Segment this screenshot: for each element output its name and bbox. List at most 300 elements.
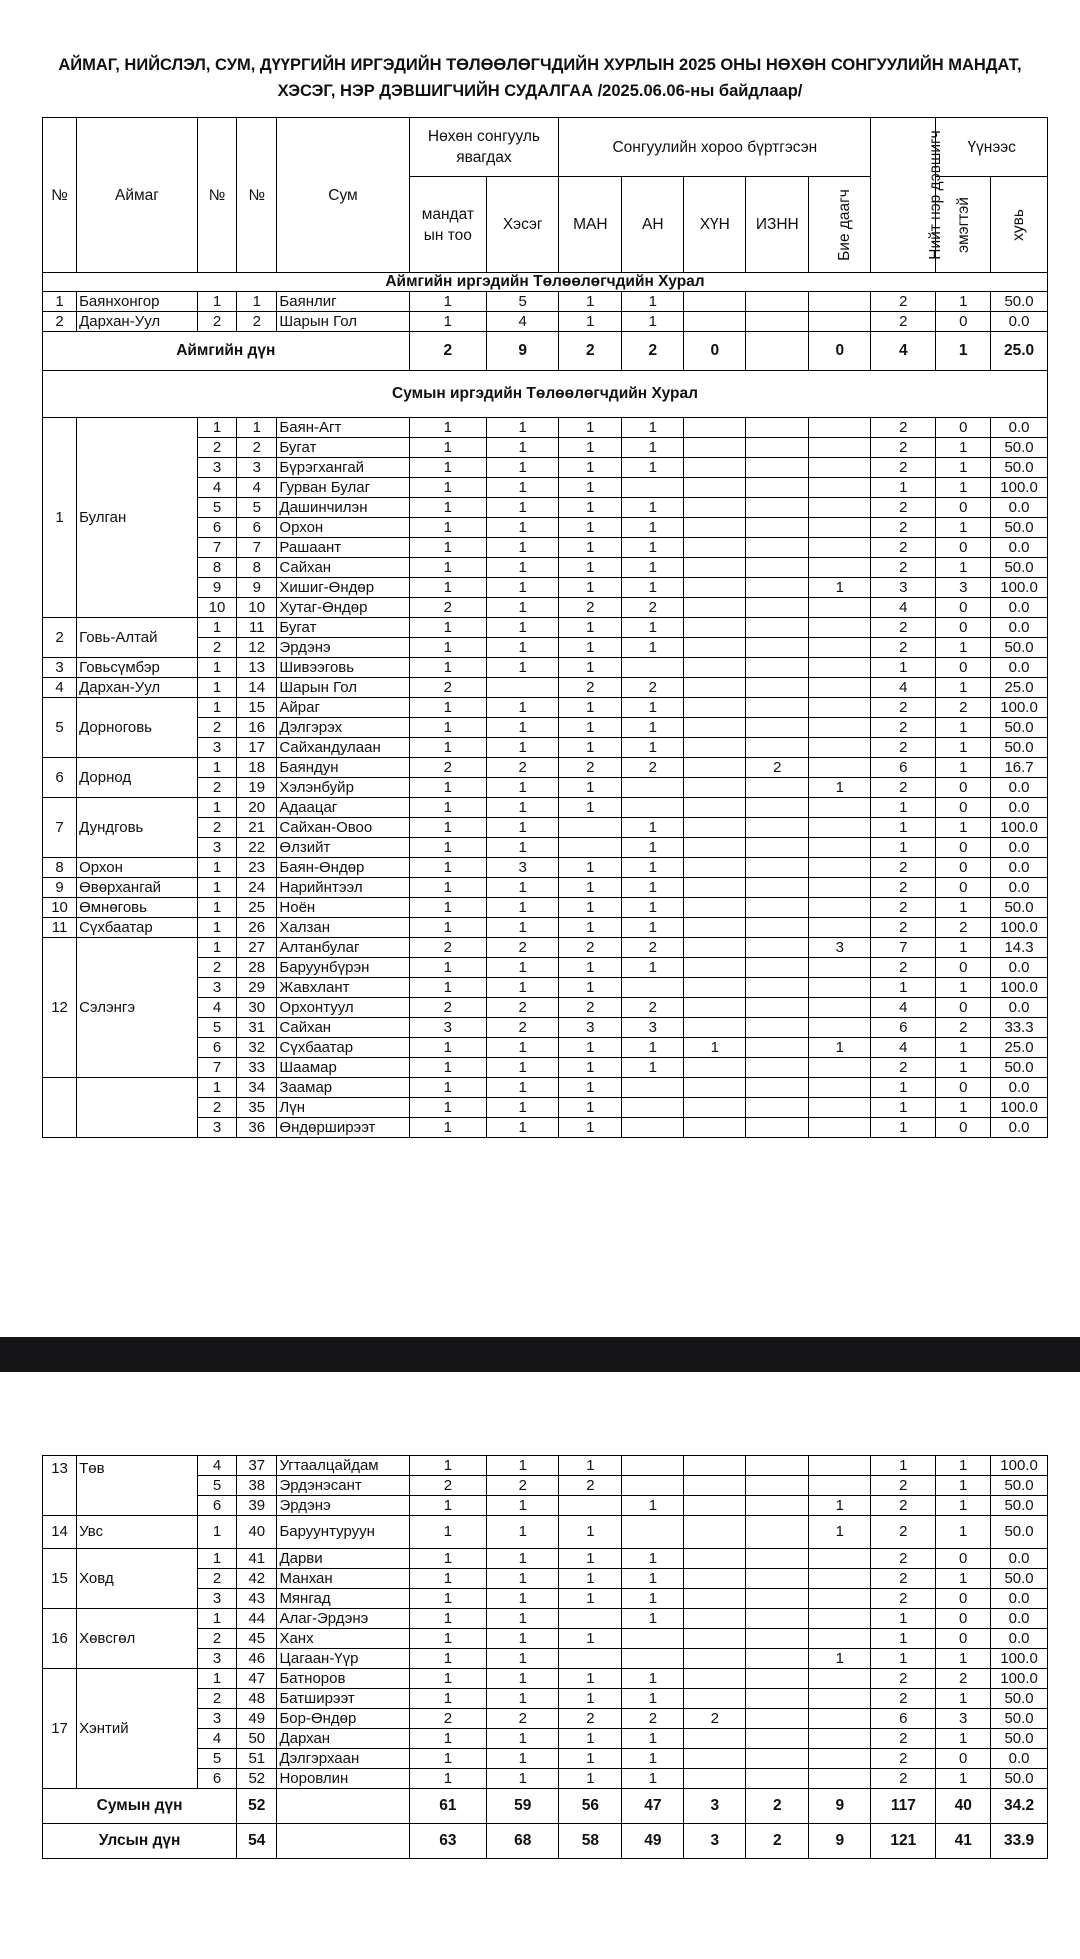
emegtei-cell: 0: [936, 958, 991, 978]
aimag-name-cell: Дундговь: [77, 798, 198, 858]
hun-cell: [684, 1749, 746, 1769]
iznn-cell: [746, 458, 809, 478]
biedaagch-cell: [809, 1118, 871, 1138]
huvi-cell: 0.0: [991, 798, 1048, 818]
man-cell: 1: [559, 438, 622, 458]
sub-number-cell: 3: [197, 1589, 236, 1609]
niit-cell: 1: [871, 478, 936, 498]
header-hun: ХҮН: [684, 177, 746, 273]
emegtei-cell: 1: [936, 938, 991, 958]
heseg-cell: 1: [487, 1609, 559, 1629]
an-cell: 1: [622, 1749, 684, 1769]
heseg-cell: 4: [487, 312, 559, 332]
heseg-cell: 3: [487, 858, 559, 878]
sub-number-cell: 3: [197, 978, 236, 998]
biedaagch-cell: [809, 658, 871, 678]
mandat-cell: 1: [409, 718, 486, 738]
niit-cell: 2: [871, 1729, 936, 1749]
huvi-cell: 50.0: [991, 1058, 1048, 1078]
emegtei-cell: 40: [936, 1789, 991, 1824]
huvi-cell: 50.0: [991, 1496, 1048, 1516]
sum-number-cell: 8: [237, 558, 277, 578]
header-aimag: Аймаг: [77, 118, 198, 273]
an-cell: 1: [622, 958, 684, 978]
huvi-cell: 100.0: [991, 978, 1048, 998]
aimag-name-cell: Баянхонгор: [77, 292, 198, 312]
huvi-cell: 100.0: [991, 478, 1048, 498]
hun-cell: [684, 878, 746, 898]
heseg-cell: 59: [487, 1789, 559, 1824]
hun-cell: [684, 1078, 746, 1098]
sum-name-cell: Өндөрширээт: [277, 1118, 409, 1138]
mandat-cell: 1: [409, 1689, 486, 1709]
niit-cell: 2: [871, 638, 936, 658]
man-cell: 2: [559, 998, 622, 1018]
man-cell: 1: [559, 618, 622, 638]
man-cell: 1: [559, 418, 622, 438]
an-cell: 1: [622, 878, 684, 898]
biedaagch-cell: [809, 1689, 871, 1709]
man-cell: 1: [559, 1749, 622, 1769]
aimag-number-cell: 2: [43, 618, 77, 658]
sum-number-cell: 29: [237, 978, 277, 998]
mandat-cell: 2: [409, 1709, 486, 1729]
man-cell: 58: [559, 1824, 622, 1859]
emegtei-cell: 1: [936, 898, 991, 918]
huvi-cell: 50.0: [991, 738, 1048, 758]
emegtei-cell: 1: [936, 292, 991, 312]
hun-cell: [684, 998, 746, 1018]
mandat-cell: 1: [409, 292, 486, 312]
an-cell: 1: [622, 312, 684, 332]
aimag-name-cell: Төв: [77, 1456, 198, 1516]
huvi-cell: 0.0: [991, 658, 1048, 678]
biedaagch-cell: [809, 1729, 871, 1749]
hun-cell: [684, 292, 746, 312]
sum-name-cell: Орхон: [277, 518, 409, 538]
hun-cell: [684, 918, 746, 938]
emegtei-cell: 1: [936, 1098, 991, 1118]
biedaagch-cell: 1: [809, 1496, 871, 1516]
mandat-cell: 1: [409, 1629, 486, 1649]
emegtei-cell: 2: [936, 1018, 991, 1038]
sum-number-cell: 19: [237, 778, 277, 798]
an-cell: 1: [622, 418, 684, 438]
man-cell: 1: [559, 1689, 622, 1709]
emegtei-cell: 1: [936, 1496, 991, 1516]
huvi-cell: 50.0: [991, 558, 1048, 578]
an-cell: [622, 1649, 684, 1669]
hun-cell: [684, 1018, 746, 1038]
sum-number-cell: 48: [237, 1689, 277, 1709]
sub-number-cell: 1: [197, 1549, 236, 1569]
an-cell: 1: [622, 438, 684, 458]
biedaagch-cell: [809, 1769, 871, 1789]
man-cell: 1: [559, 1549, 622, 1569]
page-divider-bar: [0, 1337, 1080, 1372]
an-cell: 1: [622, 1038, 684, 1058]
aimag-name-cell: Хэнтий: [77, 1669, 198, 1789]
huvi-cell: 0.0: [991, 838, 1048, 858]
an-cell: 1: [622, 858, 684, 878]
an-cell: 1: [622, 558, 684, 578]
an-cell: 2: [622, 1709, 684, 1729]
aimag-number-cell: 1: [43, 418, 77, 618]
niit-cell: 121: [871, 1824, 936, 1859]
man-cell: 1: [559, 312, 622, 332]
sub-number-cell: 7: [197, 538, 236, 558]
mandat-cell: 3: [409, 1018, 486, 1038]
table-row: [43, 698, 1048, 718]
sum-number-cell: 5: [237, 498, 277, 518]
sum-number-cell: 15: [237, 698, 277, 718]
hun-cell: [684, 498, 746, 518]
heseg-cell: 1: [487, 538, 559, 558]
sum-number-cell: 22: [237, 838, 277, 858]
huvi-cell: 50.0: [991, 1476, 1048, 1496]
emegtei-cell: 0: [936, 418, 991, 438]
sub-number-cell: 1: [197, 658, 236, 678]
aimag-name-cell: Говь-Алтай: [77, 618, 198, 658]
iznn-cell: [746, 1649, 809, 1669]
niit-cell: 1: [871, 1098, 936, 1118]
niit-cell: 1: [871, 1456, 936, 1476]
huvi-cell: 0.0: [991, 538, 1048, 558]
heseg-cell: 1: [487, 1058, 559, 1078]
sum-number-cell: 37: [237, 1456, 277, 1476]
an-cell: 1: [622, 618, 684, 638]
aimag-number-cell: 1: [43, 292, 77, 312]
sum-name-cell: Сайхан: [277, 1018, 409, 1038]
an-cell: 2: [622, 678, 684, 698]
sum-name-cell: Заамар: [277, 1078, 409, 1098]
man-cell: 1: [559, 1118, 622, 1138]
man-cell: 1: [559, 1669, 622, 1689]
heseg-cell: 2: [487, 1709, 559, 1729]
sum-number-cell: 34: [237, 1078, 277, 1098]
sub-number-cell: 1: [197, 678, 236, 698]
iznn-cell: [746, 1589, 809, 1609]
iznn-cell: [746, 858, 809, 878]
an-cell: 49: [622, 1824, 684, 1859]
an-cell: 1: [622, 898, 684, 918]
an-cell: 1: [622, 498, 684, 518]
emegtei-cell: 1: [936, 518, 991, 538]
sub-number-cell: 6: [197, 1496, 236, 1516]
an-cell: 1: [622, 738, 684, 758]
hun-cell: [684, 1729, 746, 1749]
header-man: МАН: [559, 177, 622, 273]
iznn-cell: [746, 778, 809, 798]
an-cell: 1: [622, 918, 684, 938]
aimag-number-cell: 13: [43, 1456, 77, 1516]
sum-number-cell: 17: [237, 738, 277, 758]
an-cell: 2: [622, 938, 684, 958]
huvi-cell: 0.0: [991, 1609, 1048, 1629]
sub-number-cell: 2: [197, 1689, 236, 1709]
biedaagch-cell: [809, 698, 871, 718]
heseg-cell: 1: [487, 1629, 559, 1649]
heseg-cell: 1: [487, 1098, 559, 1118]
iznn-cell: [746, 1476, 809, 1496]
hun-cell: [684, 978, 746, 998]
emegtei-cell: 2: [936, 918, 991, 938]
huvi-cell: 0.0: [991, 858, 1048, 878]
man-cell: 1: [559, 978, 622, 998]
header-niit: Нийт нэр дэвшигч: [871, 118, 936, 273]
huvi-cell: 0.0: [991, 498, 1048, 518]
sum-number-cell: 10: [237, 598, 277, 618]
iznn-cell: [746, 578, 809, 598]
man-cell: 1: [559, 778, 622, 798]
huvi-cell: 0.0: [991, 958, 1048, 978]
sub-number-cell: 1: [197, 618, 236, 638]
emegtei-cell: 1: [936, 1569, 991, 1589]
hun-cell: [684, 478, 746, 498]
biedaagch-cell: 1: [809, 778, 871, 798]
sub-number-cell: 7: [197, 1058, 236, 1078]
sub-number-cell: 1: [197, 698, 236, 718]
header-huvi: хувь: [991, 177, 1048, 273]
hun-cell: 3: [684, 1789, 746, 1824]
mandat-cell: 1: [409, 1569, 486, 1589]
sub-number-cell: 5: [197, 1018, 236, 1038]
biedaagch-cell: [809, 1669, 871, 1689]
sum-name-cell: Жавхлант: [277, 978, 409, 998]
huvi-cell: 0.0: [991, 618, 1048, 638]
header-emegtei: эмэгтэй: [936, 177, 991, 273]
niit-cell: 2: [871, 1749, 936, 1769]
sum-number-cell: 42: [237, 1569, 277, 1589]
table-row: [43, 798, 1048, 818]
sum-number-cell: 24: [237, 878, 277, 898]
hun-cell: [684, 458, 746, 478]
emegtei-cell: 0: [936, 838, 991, 858]
mandat-cell: 1: [409, 1456, 486, 1476]
niit-cell: 2: [871, 458, 936, 478]
heseg-cell: 68: [487, 1824, 559, 1859]
iznn-cell: 2: [746, 1824, 809, 1859]
iznn-cell: [746, 1709, 809, 1729]
biedaagch-cell: [809, 312, 871, 332]
sum-name-cell: Рашаант: [277, 538, 409, 558]
hun-cell: [684, 578, 746, 598]
hun-cell: [684, 618, 746, 638]
mandat-cell: 1: [409, 1038, 486, 1058]
table-row: [43, 678, 1048, 698]
emegtei-cell: 0: [936, 998, 991, 1018]
niit-cell: 2: [871, 1769, 936, 1789]
sub-number-cell: 1: [197, 878, 236, 898]
an-cell: [622, 778, 684, 798]
sum-name-cell: Бугат: [277, 438, 409, 458]
aimag-name-cell: Өвөрхангай: [77, 878, 198, 898]
biedaagch-cell: [809, 558, 871, 578]
mandat-cell: 2: [409, 758, 486, 778]
sub-number-cell: 4: [197, 998, 236, 1018]
iznn-cell: [746, 898, 809, 918]
table-row: [43, 1078, 1048, 1098]
an-cell: 47: [622, 1789, 684, 1824]
sum-name-cell: Цагаан-Үүр: [277, 1649, 409, 1669]
sub-number-cell: 6: [197, 518, 236, 538]
sum-name-cell: Угтаалцайдам: [277, 1456, 409, 1476]
sum-name-cell: Гурван Булаг: [277, 478, 409, 498]
hun-cell: [684, 558, 746, 578]
niit-cell: 1: [871, 818, 936, 838]
aimag-number-cell: 14: [43, 1516, 77, 1549]
iznn-cell: [746, 1689, 809, 1709]
niit-cell: 1: [871, 1629, 936, 1649]
biedaagch-cell: [809, 738, 871, 758]
table-row: [43, 878, 1048, 898]
emegtei-cell: 0: [936, 538, 991, 558]
emegtei-cell: 0: [936, 778, 991, 798]
aimag-number-cell: 10: [43, 898, 77, 918]
man-cell: 2: [559, 1476, 622, 1496]
niit-cell: 117: [871, 1789, 936, 1824]
sub-number-cell: 6: [197, 1038, 236, 1058]
biedaagch-cell: [809, 618, 871, 638]
sum-name-cell: Сүхбаатар: [277, 1038, 409, 1058]
biedaagch-cell: [809, 678, 871, 698]
biedaagch-cell: [809, 1078, 871, 1098]
sum-number-cell: 23: [237, 858, 277, 878]
biedaagch-cell: [809, 418, 871, 438]
emegtei-cell: 1: [936, 438, 991, 458]
iznn-cell: [746, 558, 809, 578]
emegtei-cell: 0: [936, 1629, 991, 1649]
mandat-cell: 1: [409, 838, 486, 858]
biedaagch-cell: [809, 1609, 871, 1629]
biedaagch-cell: [809, 898, 871, 918]
sum-name-cell: Хишиг-Өндөр: [277, 578, 409, 598]
emegtei-cell: 1: [936, 1456, 991, 1476]
sum-name-cell: Шаамар: [277, 1058, 409, 1078]
table-row: [43, 618, 1048, 638]
heseg-cell: 1: [487, 1549, 559, 1569]
huvi-cell: 0.0: [991, 778, 1048, 798]
emegtei-cell: 41: [936, 1824, 991, 1859]
huvi-cell: 0.0: [991, 998, 1048, 1018]
man-cell: 1: [559, 478, 622, 498]
heseg-cell: 1: [487, 1456, 559, 1476]
huvi-cell: 50.0: [991, 1729, 1048, 1749]
sum-number-cell: 16: [237, 718, 277, 738]
man-cell: 1: [559, 958, 622, 978]
niit-cell: 1: [871, 838, 936, 858]
emegtei-cell: 1: [936, 978, 991, 998]
aimag-name-cell: Ховд: [77, 1549, 198, 1609]
heseg-cell: 2: [487, 938, 559, 958]
sum-name-cell: Лүн: [277, 1098, 409, 1118]
heseg-cell: 1: [487, 898, 559, 918]
heseg-cell: 1: [487, 1496, 559, 1516]
an-cell: 1: [622, 1589, 684, 1609]
sum-number-cell: 25: [237, 898, 277, 918]
huvi-cell: 33.9: [991, 1824, 1048, 1859]
man-cell: 2: [559, 332, 622, 371]
iznn-cell: [746, 1729, 809, 1749]
hun-cell: [684, 1098, 746, 1118]
biedaagch-cell: [809, 1569, 871, 1589]
heseg-cell: 1: [487, 1749, 559, 1769]
hun-cell: [684, 718, 746, 738]
man-cell: 2: [559, 598, 622, 618]
hun-cell: 0: [684, 332, 746, 371]
hun-cell: [684, 1589, 746, 1609]
iznn-cell: [746, 798, 809, 818]
man-cell: 1: [559, 918, 622, 938]
aimag-number-cell: 8: [43, 858, 77, 878]
iznn-cell: [746, 332, 809, 371]
huvi-cell: 0.0: [991, 1078, 1048, 1098]
table-row: [43, 1609, 1048, 1629]
iznn-cell: [746, 518, 809, 538]
biedaagch-cell: [809, 818, 871, 838]
hun-cell: [684, 778, 746, 798]
man-cell: 1: [559, 292, 622, 312]
sum-number-cell: 20: [237, 798, 277, 818]
huvi-cell: 0.0: [991, 1629, 1048, 1649]
page-title: АЙМАГ, НИЙСЛЭЛ, СУМ, ДҮҮРГИЙН ИРГЭДИЙН ТӨЛӨӨЛӨГЧДИЙН ХУРЛЫН 2025 ОНЫ НӨХӨН СОНГУУЛИЙН МАНДАТ, ХЭСЭГ, НЭР ДЭВШИГЧИЙН СУДАЛГАА /2025.06.06-ны байдлаар/: [58, 56, 1022, 100]
biedaagch-cell: [809, 758, 871, 778]
biedaagch-cell: [809, 958, 871, 978]
niit-cell: 4: [871, 1038, 936, 1058]
an-cell: 1: [622, 1549, 684, 1569]
biedaagch-cell: [809, 878, 871, 898]
emegtei-cell: 0: [936, 498, 991, 518]
iznn-cell: [746, 958, 809, 978]
heseg-cell: 1: [487, 638, 559, 658]
huvi-cell: 0.0: [991, 312, 1048, 332]
niit-cell: 2: [871, 1476, 936, 1496]
hun-cell: [684, 678, 746, 698]
man-cell: 1: [559, 1589, 622, 1609]
sum-name-cell: Батноров: [277, 1669, 409, 1689]
niit-cell: 7: [871, 938, 936, 958]
biedaagch-cell: [809, 1709, 871, 1729]
man-cell: 1: [559, 1058, 622, 1078]
man-cell: 1: [559, 518, 622, 538]
an-cell: 1: [622, 518, 684, 538]
biedaagch-cell: 9: [809, 1824, 871, 1859]
huvi-cell: 50.0: [991, 638, 1048, 658]
man-cell: 56: [559, 1789, 622, 1824]
sum-name-cell: Алаг-Эрдэнэ: [277, 1609, 409, 1629]
sub-number-cell: 1: [197, 798, 236, 818]
mandat-cell: 1: [409, 478, 486, 498]
sum-number-cell: 46: [237, 1649, 277, 1669]
biedaagch-cell: [809, 998, 871, 1018]
niit-cell: 2: [871, 498, 936, 518]
heseg-cell: 1: [487, 1769, 559, 1789]
iznn-cell: [746, 1609, 809, 1629]
sum-number-cell: 1: [237, 292, 277, 312]
iznn-cell: [746, 498, 809, 518]
sum-number-cell: 26: [237, 918, 277, 938]
aimag-name-cell: Өмнөговь: [77, 898, 198, 918]
emegtei-cell: 3: [936, 1709, 991, 1729]
emegtei-cell: 2: [936, 698, 991, 718]
sum-name-cell: Орхонтуул: [277, 998, 409, 1018]
an-cell: 2: [622, 598, 684, 618]
sum-name-cell: Ханх: [277, 1629, 409, 1649]
huvi-cell: 14.3: [991, 938, 1048, 958]
sum-name-cell: Өлзийт: [277, 838, 409, 858]
sub-number-cell: 1: [197, 1516, 236, 1549]
niit-cell: 2: [871, 418, 936, 438]
